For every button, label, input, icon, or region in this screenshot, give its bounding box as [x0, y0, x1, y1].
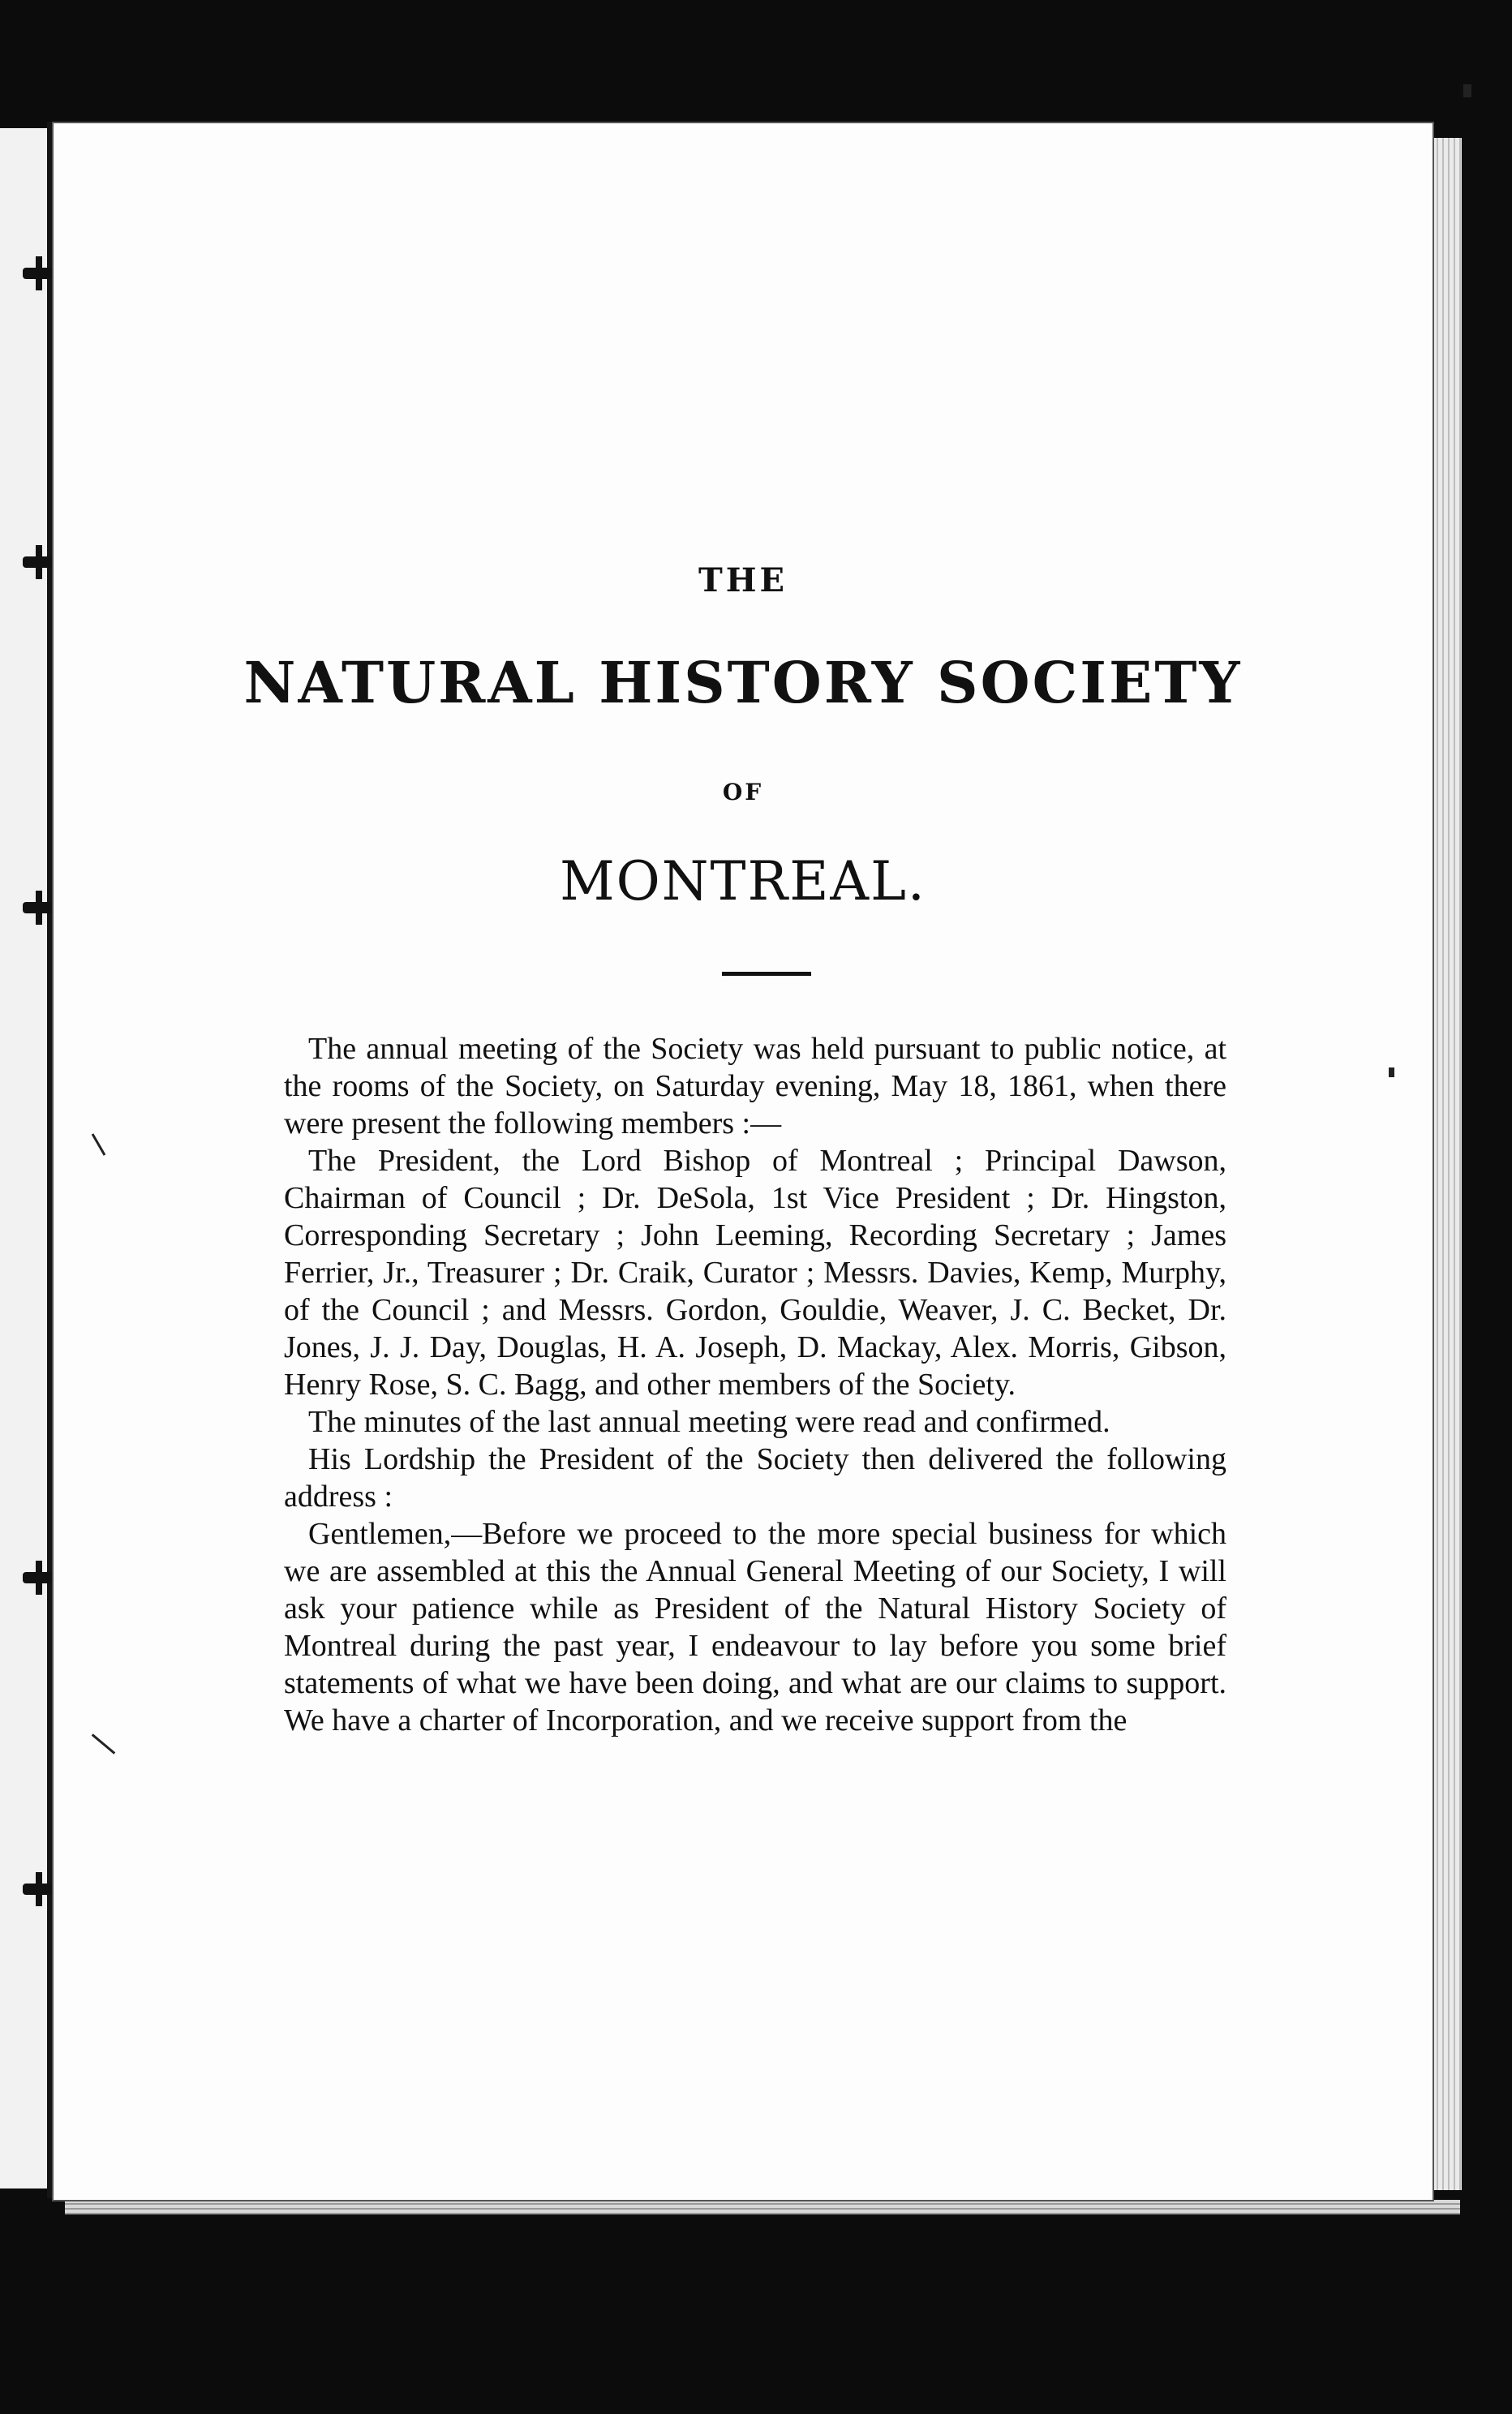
paragraph-members: The President, the Lord Bishop of Montreal ; Principal Dawson, Chairman of Council ; Dr. DeSola, 1st Vice President ; Dr. Hingston, Corresponding Secretary ; John Leeming, Recording Secretary ; James Ferrier, Jr., Treasurer ; Dr. Craik, Curator ; Messrs. Davies, Kemp, Murphy, of the Council ; and Messrs. Gordon, Gouldie, Weaver, J. C. Becket, Dr. Jones, J. J. Day, Douglas, H. A. Joseph, D. Mackay, Alex. Morris, Gibson, Henry Rose, S. C. Bagg, and other members of the Society. — [284, 1144, 1226, 1402]
page-stack-edge — [1433, 138, 1462, 2190]
paragraph-minutes: The minutes of the last annual meeting were read and confirmed. — [308, 1405, 1110, 1439]
scan-speck — [1389, 1067, 1394, 1077]
title-the: THE — [698, 561, 788, 599]
paragraph-address-intro: His Lordship the President of the Society then delivered the following address : — [284, 1442, 1226, 1514]
title-of: OF — [722, 779, 764, 805]
title-rule — [722, 972, 811, 976]
body-text — [284, 1030, 1226, 1739]
paragraph-meeting: The annual meeting of the Society was held pursuant to public notice, at the rooms of the Society, on Saturday evening, May 18, 1861, when there were present the following members :— — [284, 1032, 1226, 1140]
title-city: MONTREAL. — [560, 850, 926, 913]
title-society-name: NATURAL HISTORY SOCIETY — [243, 649, 1243, 716]
page-stack-bottom — [65, 2200, 1460, 2214]
scan-speck — [1463, 84, 1471, 97]
paragraph-address: Gentlemen,—Before we proceed to the more special business for which we are assembled at this the Annual General Meeting of our Society, I will ask your patience while as President of the Natural History Society of Montreal during the past year, I endeavour to lay before you some brief statements of what we have been doing, and what are our claims to support. We have a charter of Incorporation, and we receive support from the — [284, 1517, 1226, 1737]
